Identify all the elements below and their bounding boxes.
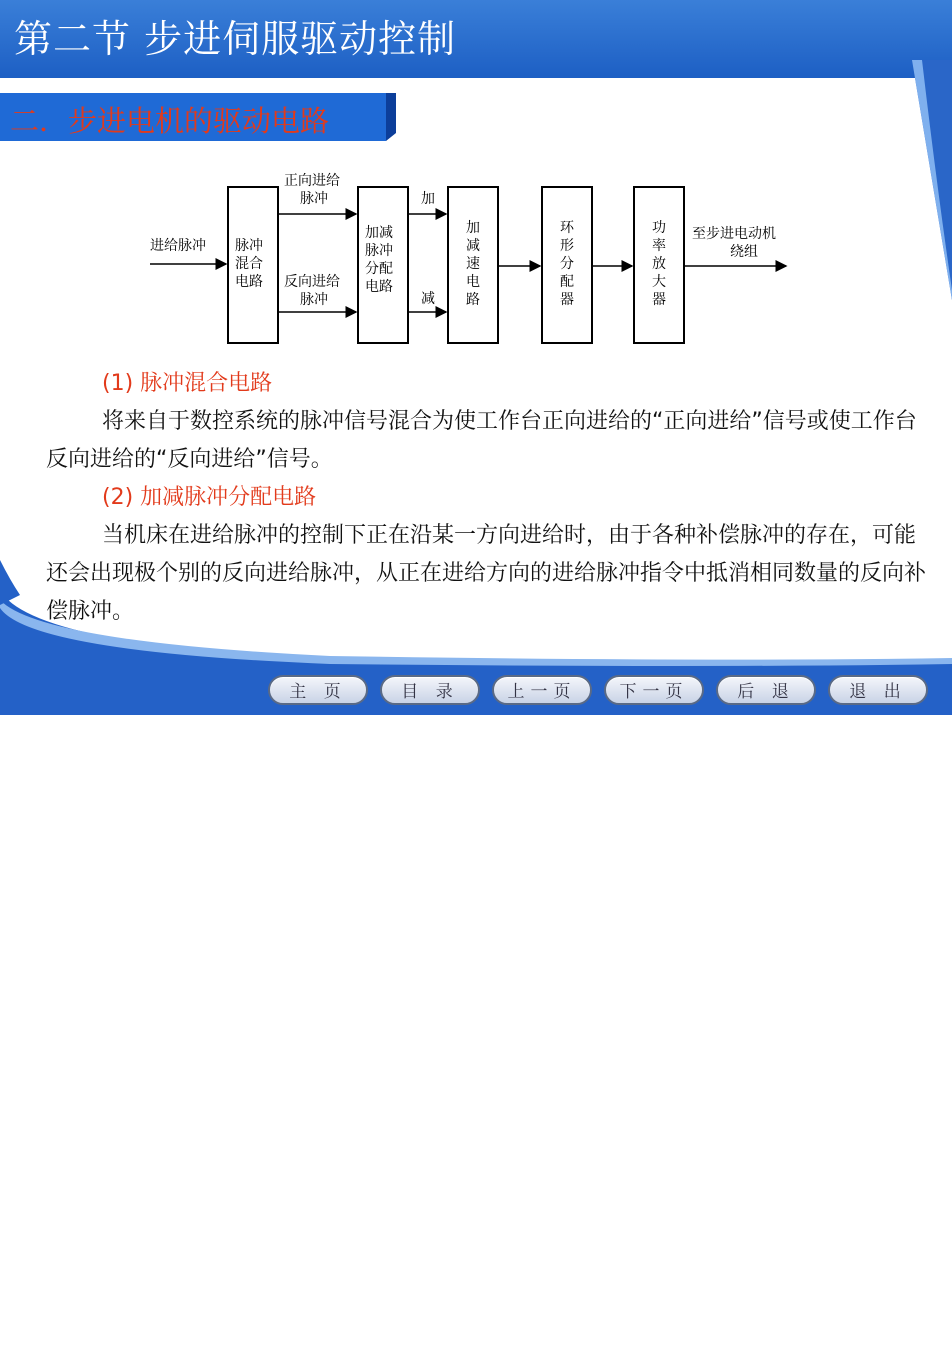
section-heading-text: 二．步进电机的驱动电路	[10, 104, 330, 138]
sub-label: 减	[421, 291, 435, 307]
item2-text: 当机床在进给脉冲的控制下正在沿某一方向进给时，由于各种补偿脉冲的存在，可能还会出现极个别的反向进给脉冲，从正在进给方向的进给脉冲指令中抵消相同数量的反向补偿脉冲。	[46, 523, 927, 624]
block-accel-decel-label-1: 减	[466, 238, 480, 254]
reverse-label-1: 脉冲	[300, 292, 328, 308]
block-accel-decel-label-3: 电	[466, 274, 480, 290]
block-ring-distributor-label-1: 形	[560, 238, 574, 254]
output-label-1: 绕组	[730, 244, 758, 260]
forward-label-0: 正向进给	[284, 173, 340, 189]
block-ring-distributor-label-0: 环	[560, 220, 574, 236]
right-decor-band	[892, 60, 952, 300]
block-pulse-distributor-label-1: 脉冲	[365, 243, 393, 259]
toc-button[interactable]: 目 录	[380, 675, 480, 705]
item1-text: 将来自于数控系统的脉冲信号混合为使工作台正向进给的“正向进给”信号或使工作台反向进给的“反向进给”信号。	[46, 409, 917, 472]
block-diagram	[140, 170, 820, 355]
add-label: 加	[421, 191, 435, 207]
block-ring-distributor-label-2: 分	[560, 256, 574, 272]
block-accel-decel-label-2: 速	[466, 256, 480, 272]
output-label-0: 至步进电动机	[692, 226, 776, 242]
block-pulse-distributor-label-2: 分配	[365, 261, 393, 277]
nav-bar	[268, 675, 948, 709]
block-pulse-distributor-label-3: 电路	[365, 279, 393, 295]
block-pulse-mixer-label-0: 脉冲	[235, 238, 263, 254]
prev-page-button[interactable]: 上一页	[492, 675, 592, 705]
block-pulse-mixer-label-1: 混合	[235, 256, 263, 272]
home-button[interactable]: 主 页	[268, 675, 368, 705]
diagram-input-label: 进给脉冲	[150, 238, 206, 254]
block-power-amp-label-0: 功	[652, 220, 666, 236]
back-button[interactable]: 后 退	[716, 675, 816, 705]
block-ring-distributor-label-3: 配	[560, 274, 574, 290]
block-power-amp-label-3: 大	[652, 274, 666, 290]
slide-title: 第二节 步进伺服驱动控制	[14, 17, 457, 61]
block-pulse-mixer-label-2: 电路	[235, 274, 263, 290]
block-pulse-distributor-label-0: 加减	[365, 225, 393, 241]
forward-label-1: 脉冲	[300, 191, 328, 207]
content-text	[46, 365, 926, 631]
block-ring-distributor-label-4: 器	[560, 292, 574, 308]
block-power-amp-label-4: 器	[652, 292, 666, 308]
exit-button[interactable]: 退 出	[828, 675, 928, 705]
block-power-amp-label-2: 放	[652, 256, 666, 272]
block-accel-decel-label-0: 加	[466, 220, 480, 236]
item2-title: (2) 加减脉冲分配电路	[102, 485, 317, 510]
block-accel-decel-label-4: 路	[466, 292, 480, 308]
reverse-label-0: 反向进给	[284, 274, 340, 290]
next-page-button[interactable]: 下一页	[604, 675, 704, 705]
item1-title: (1) 脉冲混合电路	[102, 371, 273, 396]
title-bar	[0, 0, 952, 78]
block-power-amp-label-1: 率	[652, 238, 666, 254]
section-heading	[0, 93, 396, 141]
